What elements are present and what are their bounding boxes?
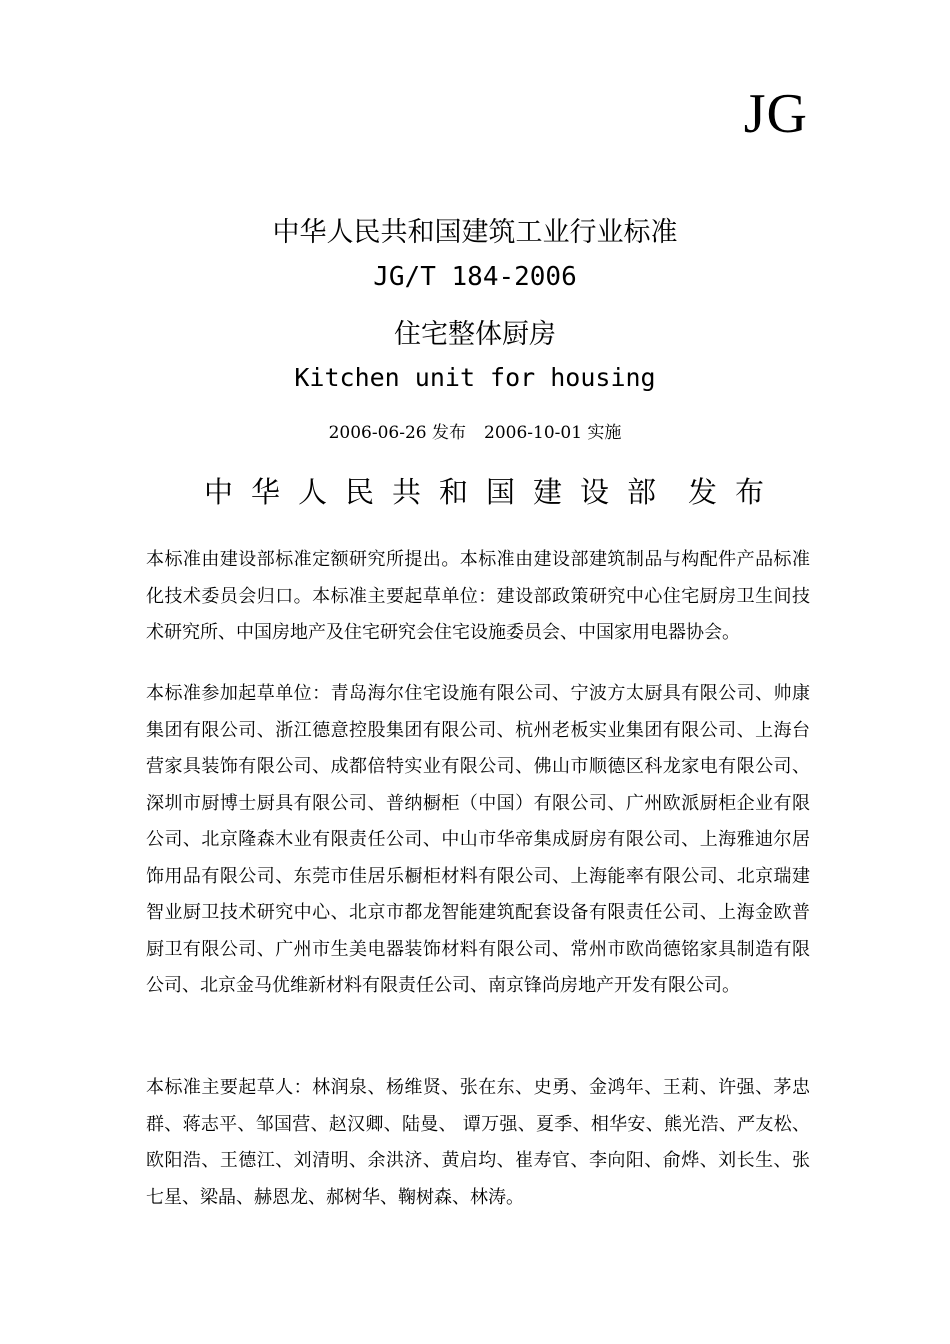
issuer-suffix: 发布 (688, 475, 783, 509)
issuer-line (0, 470, 950, 511)
standard-code: JG/T 184-2006 (373, 262, 577, 292)
foreword-paragraph-drafters: 本标准主要起草人：林润泉、杨维贤、张在东、史勇、金鸿年、王莉、许强、茅忠群、蒋志平、邹国营、赵汉卿、陆曼、 谭万强、夏季、相华安、熊光浩、严友松、欧阳浩、王德江、刘清明、余洪济、黄启均、崔寿官、李向阳、俞烨、刘长生、张七星、梁晶、赫恩龙、郝树华、鞠树森、林涛。 (146, 1077, 810, 1208)
publish-date: 2006-06-26 发布 (328, 423, 466, 443)
foreword-paragraph-participants: 本标准参加起草单位：青岛海尔住宅设施有限公司、宁波方太厨具有限公司、帅康集团有限公司、浙江德意控股集团有限公司、杭州老板实业集团有限公司、上海台营家具装饰有限公司、成都倍特实业有限公司、佛山市顺德区科龙家电有限公司、深圳市厨博士厨具有限公司、普纳橱柜（中国）有限公司、广州欧派厨柜企业有限公司、北京隆森木业有限责任公司、中山市华帝集成厨房有限公司、上海雅迪尔居饰用品有限公司、东莞市佳居乐橱柜材料有限公司、上海能率有限公司、北京瑞建智业厨卫技术研究中心、北京市都龙智能建筑配套设备有限责任公司、上海金欧普厨卫有限公司、广州市生美电器装饰材料有限公司、常州市欧尚德铭家具制造有限公司、北京金马优维新材料有限责任公司、南京锋尚房地产开发有限公司。 (146, 683, 810, 996)
standard-title-english: Kitchen unit for housing (294, 363, 656, 392)
standard-category-mark: JG (743, 83, 808, 145)
date-line (0, 418, 950, 443)
issuer-name: 中华人民共和国建设部 (203, 475, 674, 509)
standard-category-title: 中华人民共和国建筑工业行业标准 (272, 217, 678, 248)
standard-title-chinese: 住宅整体厨房 (394, 319, 556, 350)
foreword-paragraph-proposer: 本标准由建设部标准定额研究所提出。本标准由建设部建筑制品与构配件产品标准化技术委员会归口。本标准主要起草单位：建设部政策研究中心住宅厨房卫生间技术研究所、中国房地产及住宅研究会住宅设施委员会、中国家用电器协会。 (146, 549, 810, 643)
implement-date: 2006-10-01 实施 (484, 423, 622, 443)
